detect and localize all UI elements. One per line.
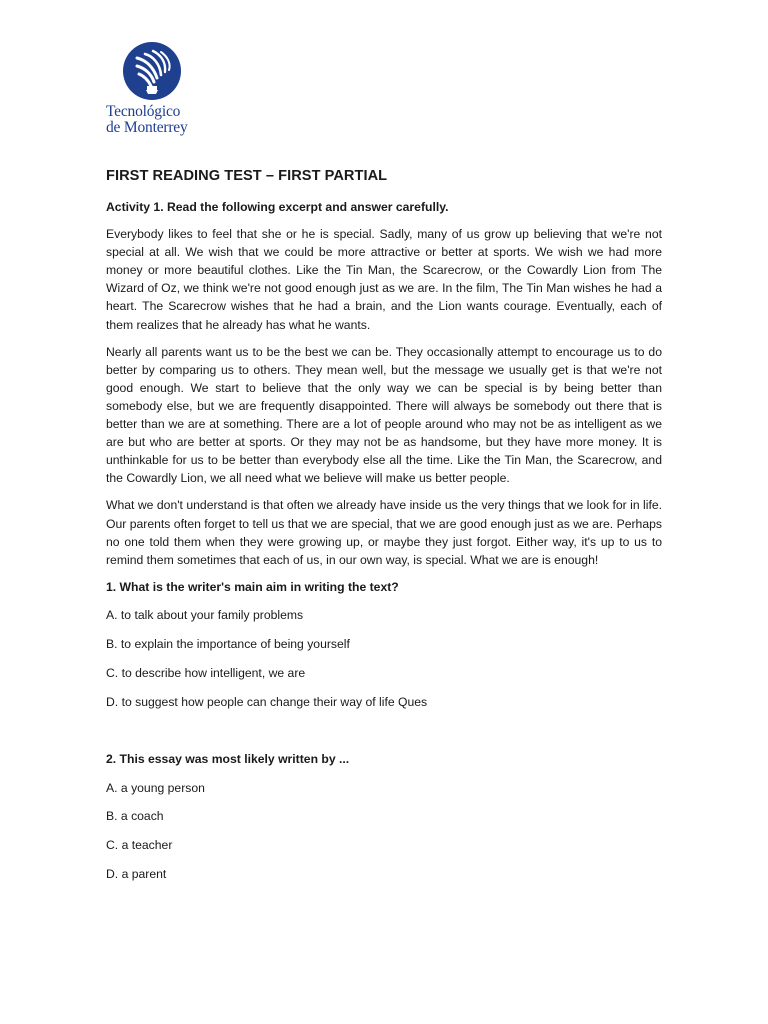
question-2-text: 2. This essay was most likely written by ... [106,752,350,767]
test-content [106,166,662,894]
institution-name [106,104,188,136]
question-2-option-a: A. a young person [106,780,205,795]
question-2-option-c: C. a teacher [106,838,173,853]
question-1-text: 1. What is the writer's main aim in writing the text? [106,579,399,594]
institution-logo [104,42,204,142]
institution-name-line1: Tecnológico [106,103,181,120]
institution-name-line2: de Monterrey [106,119,188,136]
question-2 [106,750,662,883]
reading-paragraph-3: What we don't understand is that often we already have inside us the very things that we look for in life. Our parents often forget to tell us that we are special, that we are good enough just as we are. Perhaps no one told them when they were growing up, or maybe they just forgot. Either way, it's up to us to remind them sometimes that each of us, in our own way, is special. What we are is enough! [106,498,662,567]
question-1-option-b: B. to explain the importance of being yourself [106,636,350,651]
section-spacer [106,721,662,750]
question-1-option-c: C. to describe how intelligent, we are [106,665,306,680]
question-1-option-a: A. to talk about your family problems [106,607,304,622]
test-title: FIRST READING TEST – FIRST PARTIAL [106,168,388,184]
question-1-option-d: D. to suggest how people can change their way of life Ques [106,694,428,709]
question-2-option-b: B. a coach [106,809,164,824]
reading-paragraph-1: Everybody likes to feel that she or he is special. Sadly, many of us grow up believing that we're not special at all. We wish that we could be more attractive or better at sports. We wish we had more money or more beautiful clothes. Like the Tin Man, the Scarecrow, or the Cowardly Lion from The Wizard of Oz, we think we're not good enough just as we are. In the film, The Tin Man wishes he had a heart. The Scarecrow wishes that he had a brain, and the Lion wants courage. Eventually, each of them realizes that he already has what he wants. [106,227,662,332]
question-2-option-d: D. a parent [106,867,167,882]
question-1 [106,578,662,711]
reading-paragraph-2: Nearly all parents want us to be the best we can be. They occasionally attempt to encourage us to do better by comparing us to others. They mean well, but the message we usually get is that we're not good enough. We start to believe that the only way we can be special is by being better than somebody else, but we are frequently disappointed. There will always be somebody out there that is better than we are at something. There are a lot of people around who may not be as intelligent as we are but who are better at sports. Or they may not be as handsome, but they have more money. It is unthinkable for us to be better than everybody else all the time. Like the Tin Man, the Scarecrow, and the Cowardly Lion, we all need what we believe will make us better people. [106,344,662,486]
torch-emblem-icon [123,42,181,100]
activity-instruction: Activity 1. Read the following excerpt and answer carefully. [106,200,449,214]
